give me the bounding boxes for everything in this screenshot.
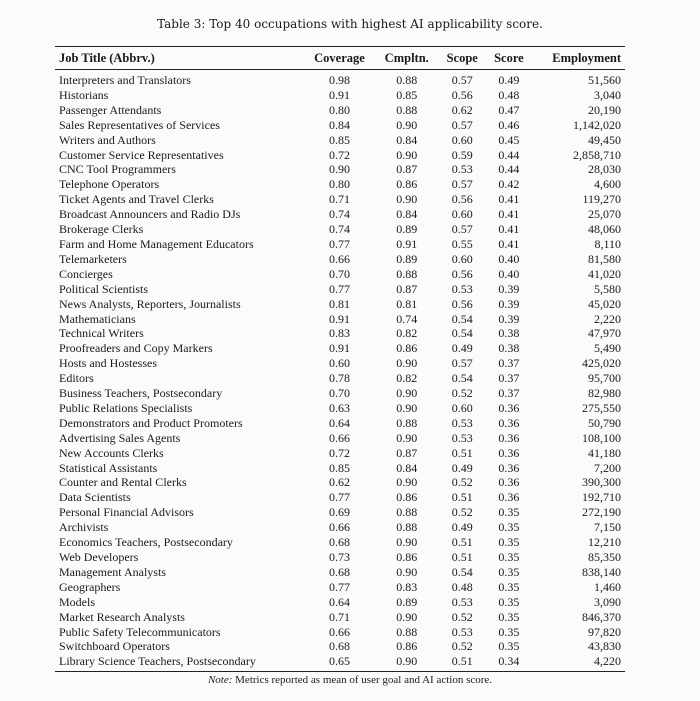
table-row	[55, 461, 625, 476]
coverage-cell: 0.70	[328, 386, 350, 401]
header-coverage: Coverage	[314, 50, 365, 65]
table-body	[55, 70, 625, 672]
table-row	[55, 133, 625, 148]
completion-cell: 0.89	[396, 222, 418, 237]
employment-cell: 846,370	[582, 609, 621, 624]
scope-cell: 0.56	[451, 266, 473, 281]
score-cell: 0.44	[498, 162, 520, 177]
coverage-cell: 0.64	[328, 415, 350, 430]
job-title-cell: Data Scientists	[59, 490, 131, 505]
coverage-cell: 0.64	[328, 594, 350, 609]
coverage-cell: 0.77	[328, 490, 350, 505]
completion-cell: 0.87	[396, 445, 418, 460]
score-cell: 0.42	[498, 177, 520, 192]
employment-cell: 7,150	[594, 520, 621, 535]
employment-cell: 41,020	[588, 266, 621, 281]
completion-cell: 0.88	[396, 73, 418, 87]
score-cell: 0.49	[498, 73, 520, 87]
coverage-cell: 0.68	[328, 564, 350, 579]
note-text: Metrics reported as mean of user goal and AI action score.	[235, 674, 493, 686]
table-row	[55, 103, 625, 118]
table-header	[55, 47, 625, 70]
header-completion: Cmpltn.	[384, 50, 429, 65]
job-title-cell: Business Teachers, Postsecondary	[59, 386, 223, 401]
coverage-cell: 0.66	[328, 624, 350, 639]
employment-cell: 50,790	[588, 415, 621, 430]
completion-cell: 0.90	[396, 535, 418, 550]
coverage-cell: 0.77	[328, 281, 350, 296]
coverage-cell: 0.98	[328, 73, 350, 87]
employment-cell: 1,142,020	[573, 117, 621, 132]
score-cell: 0.41	[498, 192, 520, 207]
employment-cell: 85,350	[588, 550, 621, 564]
table-row	[55, 148, 625, 163]
table-row	[55, 341, 625, 356]
employment-cell: 4,600	[594, 177, 621, 192]
score-cell: 0.41	[498, 207, 520, 222]
employment-cell: 5,580	[594, 281, 621, 296]
job-title-cell: Historians	[59, 87, 109, 102]
table-row	[55, 535, 625, 550]
coverage-cell: 0.65	[328, 654, 350, 669]
score-cell: 0.37	[498, 356, 520, 371]
job-title-cell: Public Relations Specialists	[59, 400, 193, 415]
job-title-cell: Switchboard Operators	[59, 639, 170, 654]
job-title-cell: Personal Financial Advisors	[59, 505, 194, 520]
employment-cell: 425,020	[582, 356, 621, 371]
table-note	[0, 674, 700, 686]
employment-cell: 51,560	[588, 73, 621, 87]
score-cell: 0.38	[498, 341, 520, 356]
scope-cell: 0.57	[451, 73, 473, 87]
occupations-table	[55, 46, 625, 672]
employment-cell: 49,450	[588, 132, 621, 147]
table-row	[55, 565, 625, 580]
completion-cell: 0.90	[396, 117, 418, 132]
table-row	[55, 610, 625, 625]
table-row	[55, 207, 625, 222]
coverage-cell: 0.71	[328, 192, 350, 207]
scope-cell: 0.57	[451, 177, 473, 192]
completion-cell: 0.88	[396, 505, 418, 520]
job-title-cell: Statistical Assistants	[59, 460, 158, 475]
job-title-cell: Advertising Sales Agents	[59, 430, 181, 445]
header-employment: Employment	[552, 50, 621, 65]
table-row	[55, 371, 625, 386]
completion-cell: 0.83	[396, 579, 418, 594]
table-row	[55, 580, 625, 595]
coverage-cell: 0.80	[328, 177, 350, 192]
scope-cell: 0.51	[451, 490, 473, 505]
scope-cell: 0.51	[451, 550, 473, 564]
coverage-cell: 0.63	[328, 400, 350, 415]
score-cell: 0.35	[498, 505, 520, 520]
score-cell: 0.35	[498, 535, 520, 550]
score-cell: 0.35	[498, 550, 520, 564]
table-row	[55, 252, 625, 267]
completion-cell: 0.90	[396, 475, 418, 490]
job-title-cell: Demonstrators and Product Promoters	[59, 415, 243, 430]
completion-cell: 0.86	[396, 550, 418, 564]
completion-cell: 0.88	[396, 102, 418, 117]
job-title-cell: Telephone Operators	[59, 177, 160, 192]
completion-cell: 0.81	[396, 296, 418, 311]
scope-cell: 0.49	[451, 460, 473, 475]
coverage-cell: 0.91	[328, 311, 350, 326]
scope-cell: 0.48	[451, 579, 473, 594]
employment-cell: 2,220	[594, 311, 621, 326]
scope-cell: 0.54	[451, 564, 473, 579]
employment-cell: 97,820	[588, 624, 621, 639]
score-cell: 0.35	[498, 564, 520, 579]
table-row	[55, 550, 625, 565]
employment-cell: 4,220	[594, 654, 621, 669]
job-title-cell: Hosts and Hostesses	[59, 356, 157, 371]
scope-cell: 0.53	[451, 162, 473, 177]
scope-cell: 0.52	[451, 505, 473, 520]
score-cell: 0.37	[498, 371, 520, 386]
completion-cell: 0.91	[396, 236, 418, 251]
score-cell: 0.38	[498, 326, 520, 341]
table-row	[55, 446, 625, 461]
coverage-cell: 0.83	[328, 326, 350, 341]
coverage-cell: 0.73	[328, 550, 350, 564]
score-cell: 0.41	[498, 236, 520, 251]
score-cell: 0.47	[498, 102, 520, 117]
score-cell: 0.39	[498, 311, 520, 326]
coverage-cell: 0.85	[328, 132, 350, 147]
scope-cell: 0.52	[451, 639, 473, 654]
employment-cell: 275,550	[582, 400, 621, 415]
job-title-cell: Interpreters and Translators	[59, 73, 191, 87]
job-title-cell: Library Science Teachers, Postsecondary	[59, 654, 256, 669]
score-cell: 0.35	[498, 594, 520, 609]
score-cell: 0.41	[498, 222, 520, 237]
job-title-cell: Concierges	[59, 266, 113, 281]
scope-cell: 0.52	[451, 386, 473, 401]
score-cell: 0.48	[498, 87, 520, 102]
scope-cell: 0.51	[451, 445, 473, 460]
completion-cell: 0.86	[396, 177, 418, 192]
table-row	[55, 431, 625, 446]
employment-cell: 2,858,710	[573, 147, 621, 162]
completion-cell: 0.86	[396, 490, 418, 505]
completion-cell: 0.90	[396, 147, 418, 162]
table-row	[55, 416, 625, 431]
job-title-cell: Brokerage Clerks	[59, 222, 144, 237]
score-cell: 0.39	[498, 296, 520, 311]
job-title-cell: Broadcast Announcers and Radio DJs	[59, 207, 241, 222]
note-label: Note:	[207, 674, 233, 686]
coverage-cell: 0.91	[328, 87, 350, 102]
score-cell: 0.35	[498, 639, 520, 654]
table-row	[55, 520, 625, 535]
completion-cell: 0.88	[396, 266, 418, 281]
coverage-cell: 0.68	[328, 535, 350, 550]
job-title-cell: Web Developers	[59, 550, 139, 564]
completion-cell: 0.84	[396, 460, 418, 475]
scope-cell: 0.54	[451, 326, 473, 341]
table-row	[55, 625, 625, 640]
completion-cell: 0.88	[396, 415, 418, 430]
job-title-cell: Sales Representatives of Services	[59, 117, 220, 132]
employment-cell: 119,270	[582, 192, 621, 207]
coverage-cell: 0.77	[328, 579, 350, 594]
scope-cell: 0.60	[451, 132, 473, 147]
completion-cell: 0.84	[396, 207, 418, 222]
completion-cell: 0.85	[396, 87, 418, 102]
completion-cell: 0.90	[396, 430, 418, 445]
table-row	[55, 639, 625, 654]
score-cell: 0.35	[498, 520, 520, 535]
job-title-cell: Archivists	[59, 520, 109, 535]
scope-cell: 0.49	[451, 520, 473, 535]
job-title-cell: Ticket Agents and Travel Clerks	[59, 192, 214, 207]
score-cell: 0.46	[498, 117, 520, 132]
scope-cell: 0.53	[451, 430, 473, 445]
scope-cell: 0.52	[451, 475, 473, 490]
score-cell: 0.36	[498, 475, 520, 490]
score-cell: 0.44	[498, 147, 520, 162]
employment-cell: 3,040	[594, 87, 621, 102]
employment-cell: 390,300	[582, 475, 621, 490]
scope-cell: 0.54	[451, 311, 473, 326]
table-row	[55, 505, 625, 520]
job-title-cell: News Analysts, Reporters, Journalists	[59, 296, 241, 311]
coverage-cell: 0.84	[328, 117, 350, 132]
table-row	[55, 312, 625, 327]
scope-cell: 0.49	[451, 341, 473, 356]
job-title-cell: Public Safety Telecommunicators	[59, 624, 221, 639]
employment-cell: 192,710	[582, 490, 621, 505]
score-cell: 0.36	[498, 445, 520, 460]
score-cell: 0.36	[498, 400, 520, 415]
employment-cell: 108,100	[582, 430, 621, 445]
coverage-cell: 0.78	[328, 371, 350, 386]
job-title-cell: Writers and Authors	[59, 132, 156, 147]
job-title-cell: Market Research Analysts	[59, 609, 185, 624]
scope-cell: 0.51	[451, 535, 473, 550]
table-row	[55, 297, 625, 312]
scope-cell: 0.60	[451, 207, 473, 222]
table-row	[55, 595, 625, 610]
table-row	[55, 118, 625, 133]
scope-cell: 0.62	[451, 102, 473, 117]
completion-cell: 0.86	[396, 341, 418, 356]
job-title-cell: Management Analysts	[59, 564, 166, 579]
job-title-cell: Technical Writers	[59, 326, 144, 341]
scope-cell: 0.53	[451, 281, 473, 296]
scope-cell: 0.57	[451, 356, 473, 371]
completion-cell: 0.74	[396, 311, 418, 326]
employment-cell: 5,490	[594, 341, 621, 356]
coverage-cell: 0.60	[328, 356, 350, 371]
job-title-cell: Mathematicians	[59, 311, 136, 326]
employment-cell: 8,110	[594, 236, 621, 251]
table-row	[55, 70, 625, 88]
scope-cell: 0.51	[451, 654, 473, 669]
job-title-cell: Proofreaders and Copy Markers	[59, 341, 213, 356]
coverage-cell: 0.91	[328, 341, 350, 356]
completion-cell: 0.90	[396, 386, 418, 401]
employment-cell: 45,020	[588, 296, 621, 311]
employment-cell: 12,210	[588, 535, 621, 550]
coverage-cell: 0.90	[328, 162, 350, 177]
scope-cell: 0.54	[451, 371, 473, 386]
table-row	[55, 326, 625, 341]
completion-cell: 0.87	[396, 162, 418, 177]
completion-cell: 0.90	[396, 654, 418, 669]
scope-cell: 0.53	[451, 415, 473, 430]
score-cell: 0.37	[498, 386, 520, 401]
scope-cell: 0.53	[451, 594, 473, 609]
score-cell: 0.40	[498, 266, 520, 281]
scope-cell: 0.56	[451, 87, 473, 102]
employment-cell: 48,060	[588, 222, 621, 237]
coverage-cell: 0.74	[328, 222, 350, 237]
scope-cell: 0.57	[451, 222, 473, 237]
table-row	[55, 490, 625, 505]
employment-cell: 838,140	[582, 564, 621, 579]
score-cell: 0.35	[498, 579, 520, 594]
score-cell: 0.35	[498, 624, 520, 639]
scope-cell: 0.60	[451, 400, 473, 415]
job-title-cell: Models	[59, 594, 95, 609]
coverage-cell: 0.72	[328, 147, 350, 162]
job-title-cell: Economics Teachers, Postsecondary	[59, 535, 233, 550]
completion-cell: 0.86	[396, 639, 418, 654]
coverage-cell: 0.72	[328, 445, 350, 460]
score-cell: 0.36	[498, 460, 520, 475]
completion-cell: 0.84	[396, 132, 418, 147]
job-title-cell: New Accounts Clerks	[59, 445, 164, 460]
coverage-cell: 0.66	[328, 520, 350, 535]
completion-cell: 0.89	[396, 594, 418, 609]
employment-cell: 95,700	[588, 371, 621, 386]
completion-cell: 0.90	[396, 609, 418, 624]
employment-cell: 81,580	[588, 251, 621, 266]
job-title-cell: Telemarketers	[59, 251, 127, 266]
job-title-cell: Farm and Home Management Educators	[59, 236, 254, 251]
employment-cell: 272,190	[582, 505, 621, 520]
employment-cell: 47,970	[588, 326, 621, 341]
table-row	[55, 401, 625, 416]
scope-cell: 0.60	[451, 251, 473, 266]
scope-cell: 0.56	[451, 296, 473, 311]
score-cell: 0.39	[498, 281, 520, 296]
table-row	[55, 237, 625, 252]
employment-cell: 41,180	[588, 445, 621, 460]
coverage-cell: 0.62	[328, 475, 350, 490]
job-title-cell: CNC Tool Programmers	[59, 162, 176, 177]
coverage-cell: 0.74	[328, 207, 350, 222]
table-row	[55, 192, 625, 207]
completion-cell: 0.90	[396, 356, 418, 371]
coverage-cell: 0.66	[328, 251, 350, 266]
completion-cell: 0.90	[396, 564, 418, 579]
job-title-cell: Political Scientists	[59, 281, 148, 296]
score-cell: 0.36	[498, 430, 520, 445]
scope-cell: 0.53	[451, 624, 473, 639]
scope-cell: 0.52	[451, 609, 473, 624]
score-cell: 0.45	[498, 132, 520, 147]
header-job-title: Job Title (Abbrv.)	[59, 50, 155, 65]
completion-cell: 0.88	[396, 624, 418, 639]
coverage-cell: 0.69	[328, 505, 350, 520]
scope-cell: 0.56	[451, 192, 473, 207]
job-title-cell: Editors	[59, 371, 94, 386]
completion-cell: 0.88	[396, 520, 418, 535]
score-cell: 0.36	[498, 490, 520, 505]
table-row	[55, 267, 625, 282]
employment-cell: 25,070	[588, 207, 621, 222]
table-caption: Table 3: Top 40 occupations with highest AI applicability score.	[157, 17, 543, 31]
score-cell: 0.36	[498, 415, 520, 430]
coverage-cell: 0.71	[328, 609, 350, 624]
header-scope: Scope	[446, 50, 478, 65]
coverage-cell: 0.66	[328, 430, 350, 445]
completion-cell: 0.90	[396, 192, 418, 207]
employment-cell: 82,980	[588, 386, 621, 401]
coverage-cell: 0.68	[328, 639, 350, 654]
employment-cell: 1,460	[594, 579, 621, 594]
score-cell: 0.40	[498, 251, 520, 266]
scope-cell: 0.59	[451, 147, 473, 162]
completion-cell: 0.89	[396, 251, 418, 266]
job-title-cell: Customer Service Representatives	[59, 147, 224, 162]
employment-cell: 43,830	[588, 639, 621, 654]
scope-cell: 0.57	[451, 117, 473, 132]
coverage-cell: 0.70	[328, 266, 350, 281]
scope-cell: 0.55	[451, 236, 473, 251]
table-row	[55, 356, 625, 371]
score-cell: 0.35	[498, 609, 520, 624]
table-row	[55, 177, 625, 192]
job-title-cell: Passenger Attendants	[59, 102, 162, 117]
coverage-cell: 0.80	[328, 102, 350, 117]
completion-cell: 0.87	[396, 281, 418, 296]
table-row	[55, 282, 625, 297]
employment-cell: 3,090	[594, 594, 621, 609]
completion-cell: 0.82	[396, 326, 418, 341]
job-title-cell: Counter and Rental Clerks	[59, 475, 187, 490]
job-title-cell: Geographers	[59, 579, 121, 594]
table-row	[55, 88, 625, 103]
table-row	[55, 475, 625, 490]
coverage-cell: 0.77	[328, 236, 350, 251]
coverage-cell: 0.81	[328, 296, 350, 311]
employment-cell: 28,030	[588, 162, 621, 177]
table-row	[55, 162, 625, 177]
completion-cell: 0.82	[396, 371, 418, 386]
coverage-cell: 0.85	[328, 460, 350, 475]
score-cell: 0.34	[498, 654, 520, 669]
table-row	[55, 654, 625, 671]
header-row	[55, 47, 625, 70]
table-row	[55, 222, 625, 237]
completion-cell: 0.90	[396, 400, 418, 415]
header-score: Score	[494, 50, 524, 65]
table-row	[55, 386, 625, 401]
employment-cell: 7,200	[594, 460, 621, 475]
employment-cell: 20,190	[588, 102, 621, 117]
